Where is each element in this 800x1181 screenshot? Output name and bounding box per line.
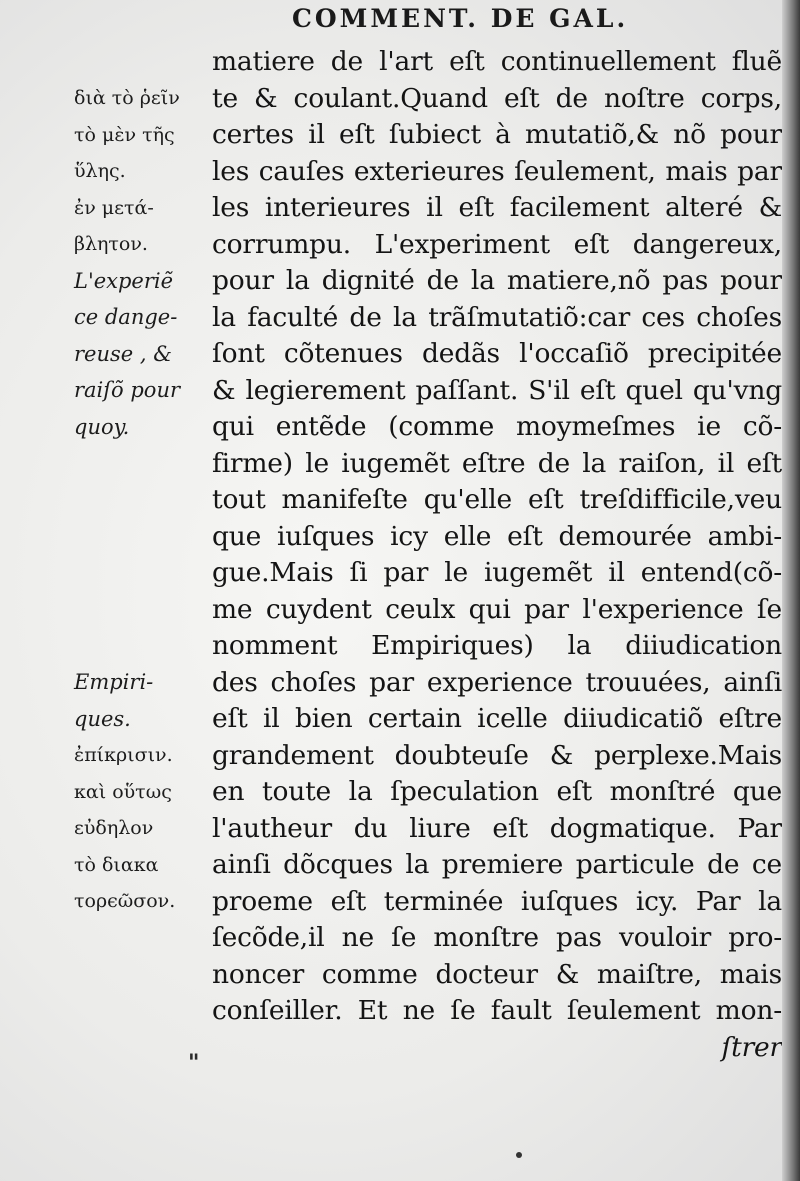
text-line: tout manifeſte qu'elle eſt treſdifficile,veu	[212, 484, 782, 515]
page-gutter-shadow	[782, 0, 800, 1181]
text-line: les cauſes exterieures ſeulement, mais par	[212, 155, 782, 187]
text-line: firme) le iugemẽt eſtre de la raiſon, il eſt	[212, 447, 782, 479]
margin-note-spacer	[74, 591, 214, 628]
text-line: nomment Empiriques) la diiudication	[212, 630, 782, 661]
text-line: me cuydent ceulx qui par l'experience ſe	[212, 593, 782, 625]
text-line: eſt il bien certain icelle diiudicatiõ eſtre	[212, 703, 782, 734]
text-line: qui entẽde (comme moymeſmes ie cõ-	[212, 411, 782, 442]
ink-dot	[516, 1152, 522, 1158]
margin-note: reuse , &	[74, 341, 172, 366]
text-line: proeme eſt terminée iuſques icy. Par la	[212, 885, 782, 917]
margin-note: τὸ διακα	[74, 853, 159, 876]
margin-note-spacer	[74, 518, 214, 555]
margin-note: raiſõ pour	[74, 378, 181, 402]
margin-note: ce dange-	[74, 305, 178, 329]
text-line: en toute la ſpeculation eſt monſtré que	[212, 776, 782, 807]
text-line: ainſi dõcques la premiere particule de ce	[212, 849, 782, 880]
catchword: ſtrer	[721, 1031, 782, 1063]
margin-note: διὰ τὸ ῥεῖν	[74, 87, 180, 109]
margin-note: Empiri-	[74, 670, 154, 694]
margin-note: καὶ οὕτως	[74, 780, 172, 803]
margin-note-spacer	[74, 555, 214, 592]
margin-note-spacer	[74, 482, 214, 519]
quotation-mark: "	[188, 1050, 200, 1076]
margin-note: εὐδηλον	[74, 817, 154, 839]
margin-note: ἐπίκρισιν.	[74, 744, 173, 766]
margin-notes	[74, 80, 214, 920]
text-line: la faculté de la trãſmutatiõ:car ces choſes	[212, 301, 782, 333]
text-line: conſeiller. Et ne ſe fault ſeulement mon-	[212, 995, 782, 1026]
text-line: ſont cõtenues dedãs l'occaſiõ precipitée	[212, 338, 782, 369]
text-line: ſecõde,il ne ſe monſtre pas vouloir pro-	[212, 922, 782, 953]
text-line: les interieures il eſt facilement alteré &	[212, 192, 782, 223]
margin-note: τὸ μὲν τῆς	[74, 123, 175, 146]
text-line: gue.Mais ſi par le iugemẽt il entend(cõ-	[212, 557, 782, 588]
margin-note: βλητον.	[74, 233, 148, 255]
text-line: certes il eſt ſubiect à mutatiõ,& nõ pour	[212, 119, 782, 150]
text-line: matiere de l'art eſt continuellement fluẽ	[212, 46, 782, 77]
margin-note: τορϵῶσον.	[74, 890, 176, 912]
text-line: l'autheur du liure eſt dogmatique. Par	[212, 812, 782, 844]
text-line: pour la dignité de la matiere,nõ pas pour	[212, 265, 782, 296]
text-line: corrumpu. L'experiment eſt dangereux,	[212, 228, 782, 260]
text-line: grandement doubteuſe & perplexe.Mais	[212, 739, 782, 771]
margin-note-spacer	[74, 628, 214, 665]
margin-note: L'experiẽ	[74, 268, 174, 293]
text-line: des choſes par experience trouuées, ainſi	[212, 666, 782, 698]
margin-note: quoy.	[74, 414, 130, 439]
margin-note-spacer	[74, 445, 214, 482]
text-line: & legierement paſſant. S'il eſt quel qu'vng	[212, 374, 782, 406]
running-header: COMMENT. DE GAL.	[292, 4, 629, 33]
text-line: noncer comme docteur & maiſtre, mais	[212, 958, 782, 990]
text-line: que iuſques icy elle eſt demourée ambi-	[212, 520, 782, 552]
text-line: te & coulant.Quand eſt de noſtre corps,	[212, 82, 782, 114]
margin-note: ὕλης.	[74, 160, 126, 182]
margin-note: ques.	[74, 706, 131, 731]
body-text	[212, 44, 782, 1066]
margin-note: ἐν μετά-	[74, 196, 154, 219]
